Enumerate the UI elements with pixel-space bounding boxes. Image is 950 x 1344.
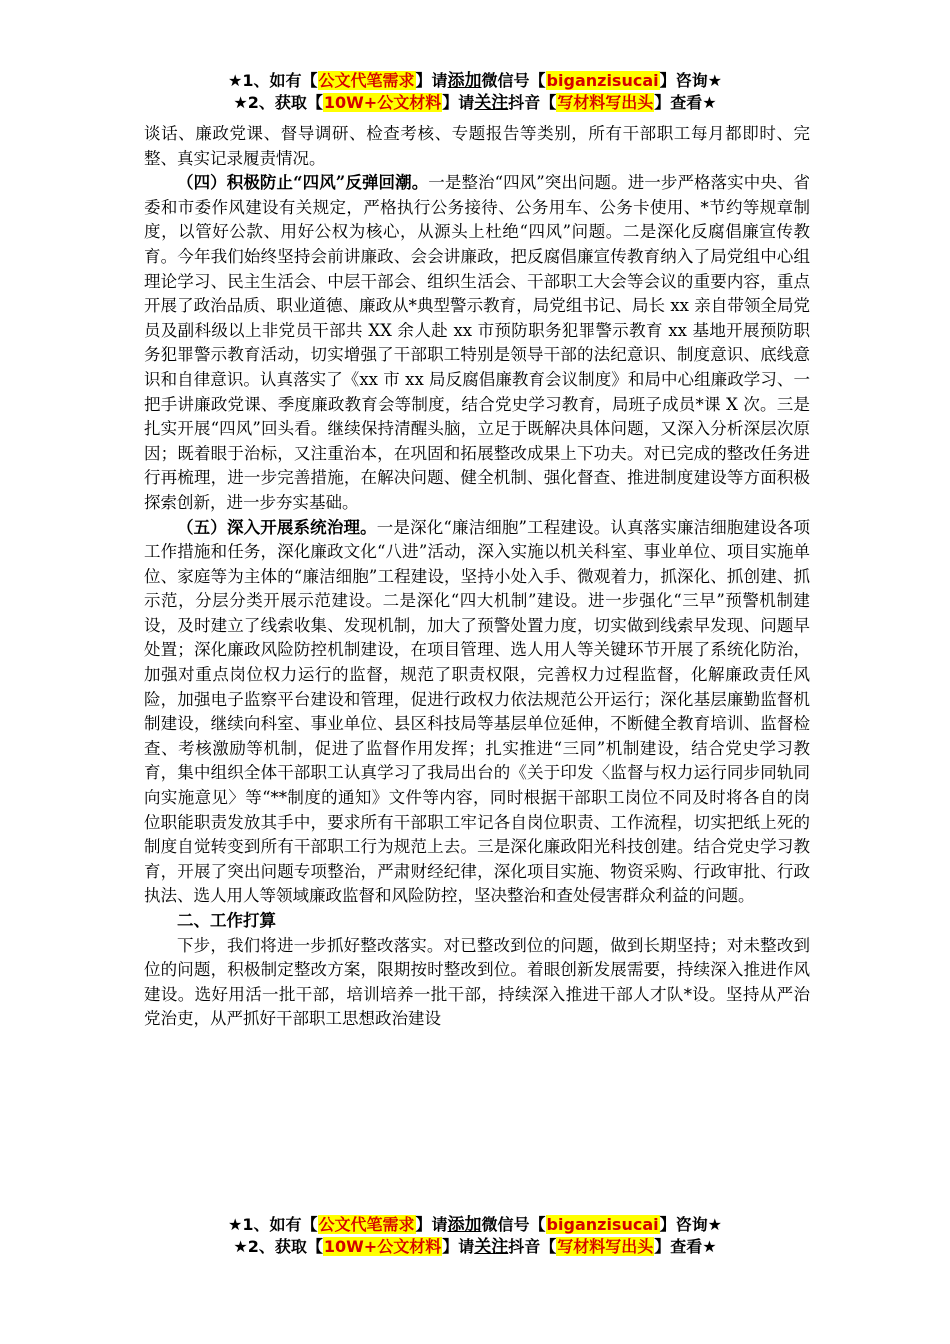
highlight-text: 10W+公文材料 (323, 93, 442, 112)
underlined-text: 添加 (447, 71, 482, 91)
footer-banner (0, 1214, 950, 1258)
banner-line-1: ★1、如有【公文代笔需求】请添加微信号【biganzisucai】咨询★ (228, 1215, 722, 1235)
paragraph: （五）深入开展系统治理。一是深化“廉洁细胞”工程建设。认真落实廉洁细胞建设各项工作措施和任务，深化廉政文化“八进”活动，深入实施以机关科室、事业单位、项目实施单位、家庭等为主体的“廉洁细胞”工程建设，坚持小处入手、微观着力，抓深化、抓创建、抓示范，分层分类开展示范建设。二是深化“四大机制”建设。进一步强化“三早”预警机制建设，及时建立了线索收集、发现机制，加大了预警处置力度，切实做到线索早发现、问题早处置；深化廉政风险防控机制建设，在项目管理、选人用人等关键环节开展了系统化防治，加强对重点岗位权力运行的监督，规范了职责权限，完善权力过程监督，化解廉政责任风险，加强电子监察平台建设和管理，促进行政权力依法规范公开运行；深化基层廉勤监督机制建设，继续向科室、事业单位、县区科技局等基层单位延伸，不断健全教育培训、监督检查、考核激励等机制，促进了监督作用发挥；扎实推进“三同”机制建设，结合党史学习教育，集中组织全体干部职工认真学习了我局出台的《关于印发〈监督与权力运行同步同轨同向实施意见〉等“**制度的通知》文件等内容，同时根据干部职工岗位不同及时将各自的岗位职能职责发放其手中，要求所有干部职工牢记各自岗位职责、工作流程，切实把纸上死的制度自觉转变到所有干部职工行为规范上去。三是深化廉政阳光科技创建。结合党史学习教育，开展了突出问题专项整治，严肃财经纪律，深化项目实施、物资采购、行政审批、行政执法、选人用人等领域廉政监督和风险防控，坚决整治和查处侵害群众利益的问题。 (144, 517, 811, 906)
banner-line-2: ★2、获取【10W+公文材料】请关注抖音【写材料写出头】查看★ (233, 93, 717, 113)
underlined-text: 关注 (474, 93, 509, 113)
banner-line-2: ★2、获取【10W+公文材料】请关注抖音【写材料写出头】查看★ (233, 1237, 717, 1257)
section-heading: 二、工作打算 (177, 911, 276, 930)
highlight-text: 公文代笔需求 (318, 1215, 415, 1234)
paragraph-heading: （四）积极防止“四风”反弹回潮。 (177, 173, 429, 193)
highlight-text: biganzisucai (546, 1215, 659, 1234)
highlight-text: 10W+公文材料 (323, 1237, 442, 1256)
highlight-text: 公文代笔需求 (318, 71, 415, 90)
paragraph-heading: （五）深入开展系统治理。 (177, 517, 377, 537)
document-body (144, 122, 810, 1032)
underlined-text: 关注 (474, 1237, 509, 1257)
header-banner (0, 70, 950, 114)
paragraph: 谈话、廉政党课、督导调研、检查考核、专题报告等类别，所有干部职工每月都即时、完整、真实记录履责情况。 (144, 124, 810, 168)
paragraph: （四）积极防止“四风”反弹回潮。一是整治“四风”突出问题。进一步严格落实中央、省委和市委作风建设有关规定，严格执行公务接待、公务用车、公务卡使用、*节约等规章制度，以管好公款、用好公权为核心，从源头上杜绝“四风”问题。二是深化反腐倡廉宣传教育。今年我们始终坚持会前讲廉政、会会讲廉政，把反腐倡廉宣传教育纳入了局党组中心组理论学习、民主生活会、中层干部会、组织生活会、干部职工大会等会议的重要内容，重点开展了政治品质、职业道德、廉政从*典型警示教育，局党组书记、局长 xx 亲自带领全局党员及副科级以上非党员干部共 XX 余人赴 xx 市预防职务犯罪警示教育 xx 基地开展预防职务犯罪警示教育活动，切实增强了干部职工特别是领导干部的法纪意识、制度意识、底线意识和自律意识。认真落实了《xx 市 xx 局反腐倡廉教育会议制度》和局中心组廉政学习、一把手讲廉政党课、季度廉政教育会等制度，结合党史学习教育，局班子成员*课 X 次。三是扎实开展“四风”回头看。继续保持清醒头脑，立足于既解决具体问题，又深入分析深层次原因；既着眼于治标，又注重治本，在巩固和拓展整改成果上下功夫。对已完成的整改任务进行再梳理，进一步完善措施，在解决问题、健全机制、强化督查、推进制度建设等方面积极探索创新，进一步夯实基础。 (144, 173, 811, 512)
highlight-text: biganzisucai (546, 71, 659, 90)
highlight-text: 写材料写出头 (557, 93, 654, 112)
highlight-text: 写材料写出头 (557, 1237, 654, 1256)
paragraph: 下步，我们将进一步抓好整改落实。对已整改到位的问题，做到长期坚持；对未整改到位的问题，积极制定整改方案，限期按时整改到位。着眼创新发展需要，持续深入推进作风建设。选好用活一批干部，培训培养一批干部，持续深入推进干部人才队*设。坚持从严治党治吏，从严抓好干部职工思想政治建设 (144, 935, 810, 1029)
underlined-text: 添加 (447, 1215, 482, 1235)
banner-line-1: ★1、如有【公文代笔需求】请添加微信号【biganzisucai】咨询★ (228, 71, 722, 91)
